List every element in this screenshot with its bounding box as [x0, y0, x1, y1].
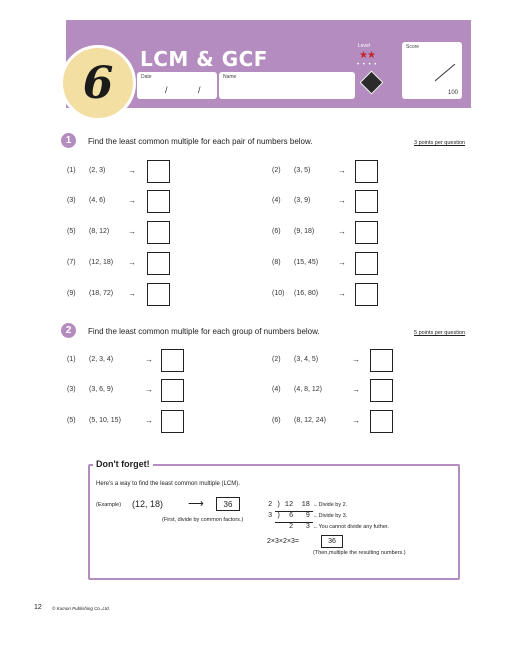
arrow-icon: → [338, 166, 346, 175]
division-note: ←You cannot divide any futher. [313, 524, 389, 530]
answer-box[interactable] [161, 349, 184, 372]
section-1-points: 3 points per question [414, 140, 466, 146]
level-stars: ★★ [359, 50, 375, 61]
problem-number: (5) [67, 228, 76, 235]
dont-forget-title: Don't forget! [93, 459, 153, 469]
problem-number: (7) [67, 259, 76, 266]
answer-box[interactable] [370, 379, 393, 402]
answer-box[interactable] [147, 190, 170, 213]
problem-number: (3) [67, 197, 76, 204]
multiplication-note: (Then,multiple the resulting numbers.) [313, 550, 406, 556]
problem-number: (10) [272, 290, 285, 297]
arrow-icon: → [338, 289, 346, 298]
arrow-icon: → [145, 355, 153, 364]
score-slash [435, 64, 456, 81]
division-row: 3 ) 6 9 [268, 512, 311, 520]
division-line [275, 511, 313, 512]
division-row: 2 3 [268, 523, 311, 531]
arrow-icon: → [128, 196, 136, 205]
arrow-icon: → [352, 355, 360, 364]
score-max: 100 [447, 90, 458, 96]
section-2-points: 5 points per question [414, 330, 466, 336]
answer-box[interactable] [355, 252, 378, 275]
division-row: 2 ) 12 18 [268, 501, 311, 509]
problem-numbers: (15, 45) [294, 259, 319, 266]
answer-box[interactable] [147, 252, 170, 275]
arrow-icon: → [338, 258, 346, 267]
arrow-icon: → [352, 385, 360, 394]
division-line [275, 522, 313, 523]
section-2-instruction: Find the least common multiple for each group of numbers below. [88, 327, 320, 336]
arrow-icon: → [145, 416, 153, 425]
example-label: (Example) [96, 502, 122, 508]
problem-number: (5) [67, 417, 76, 424]
arrow-icon: → [128, 258, 136, 267]
section-1-instruction: Find the least common multiple for each pair of numbers below. [88, 137, 313, 146]
score-label: Score [406, 44, 420, 50]
example-pair: (12, 18) [132, 499, 164, 509]
problem-number: (4) [272, 386, 281, 393]
answer-box[interactable] [370, 410, 393, 433]
section-1-number: 1 [61, 133, 76, 148]
problem-number: (6) [272, 228, 281, 235]
answer-box[interactable] [355, 160, 378, 183]
problem-numbers: (3, 5) [294, 167, 311, 174]
unit-number: 6 [82, 57, 114, 109]
example-arrow-icon: ⟶ [188, 498, 204, 510]
problem-number: (2) [272, 356, 281, 363]
problem-number: (8) [272, 259, 281, 266]
problem-numbers: (8, 12, 24) [294, 417, 326, 424]
name-field[interactable] [219, 72, 355, 99]
problem-number: (6) [272, 417, 281, 424]
arrow-icon: → [128, 227, 136, 236]
problem-numbers: (2, 3) [89, 167, 106, 174]
page-number: 12 [34, 604, 42, 611]
arrow-icon: → [352, 416, 360, 425]
problem-number: (1) [67, 356, 76, 363]
answer-box[interactable] [355, 221, 378, 244]
problem-numbers: (5, 10, 15) [89, 417, 121, 424]
problem-numbers: (3, 6, 9) [89, 386, 114, 393]
division-note: ←Divide by 2. [313, 502, 348, 508]
arrow-icon: → [338, 196, 346, 205]
answer-box[interactable] [147, 160, 170, 183]
problem-number: (3) [67, 386, 76, 393]
date-field[interactable] [137, 72, 217, 99]
problem-number: (1) [67, 167, 76, 174]
answer-box[interactable] [370, 349, 393, 372]
answer-box[interactable] [147, 283, 170, 306]
division-note: ←Divide by 3. [313, 513, 348, 519]
answer-box[interactable] [161, 379, 184, 402]
problem-numbers: (8, 12) [89, 228, 110, 235]
section-2-number: 2 [61, 323, 76, 338]
unit-number-badge [60, 45, 136, 121]
problem-numbers: (3, 4, 5) [294, 356, 319, 363]
multiplication-answer: 36 [321, 535, 343, 548]
score-field[interactable] [402, 42, 462, 99]
answer-box[interactable] [161, 410, 184, 433]
multiplication-expression: 2×3×2×3= [267, 538, 299, 545]
problem-numbers: (4, 6) [89, 197, 106, 204]
problem-number: (2) [272, 167, 281, 174]
problem-numbers: (16, 80) [294, 290, 319, 297]
problem-numbers: (12, 18) [89, 259, 114, 266]
arrow-icon: → [338, 227, 346, 236]
problem-numbers: (18, 72) [89, 290, 114, 297]
problem-numbers: (3, 9) [294, 197, 311, 204]
problem-numbers: (4, 8, 12) [294, 386, 323, 393]
arrow-icon: → [128, 166, 136, 175]
level-dots-icon: • • • • [357, 62, 378, 68]
copyright: © Kumon Publishing Co.,Ltd. [52, 606, 110, 611]
problem-number: (9) [67, 290, 76, 297]
arrow-icon: → [145, 385, 153, 394]
page-title: LCM & GCF [140, 47, 268, 71]
dont-forget-intro: Here's a way to find the least common multiple (LCM). [96, 481, 240, 487]
answer-box[interactable] [355, 190, 378, 213]
level-label: Level [358, 43, 370, 49]
arrow-icon: → [128, 289, 136, 298]
problem-numbers: (2, 3, 4) [89, 356, 114, 363]
problem-number: (4) [272, 197, 281, 204]
date-value: / / [165, 85, 215, 95]
name-label: Name [223, 74, 237, 80]
problem-numbers: (9, 18) [294, 228, 315, 235]
example-first-note: (First, divide by common factors.) [162, 517, 244, 523]
answer-box[interactable] [147, 221, 170, 244]
example-answer: 36 [216, 497, 240, 511]
date-label: Date [141, 74, 152, 80]
answer-box[interactable] [355, 283, 378, 306]
